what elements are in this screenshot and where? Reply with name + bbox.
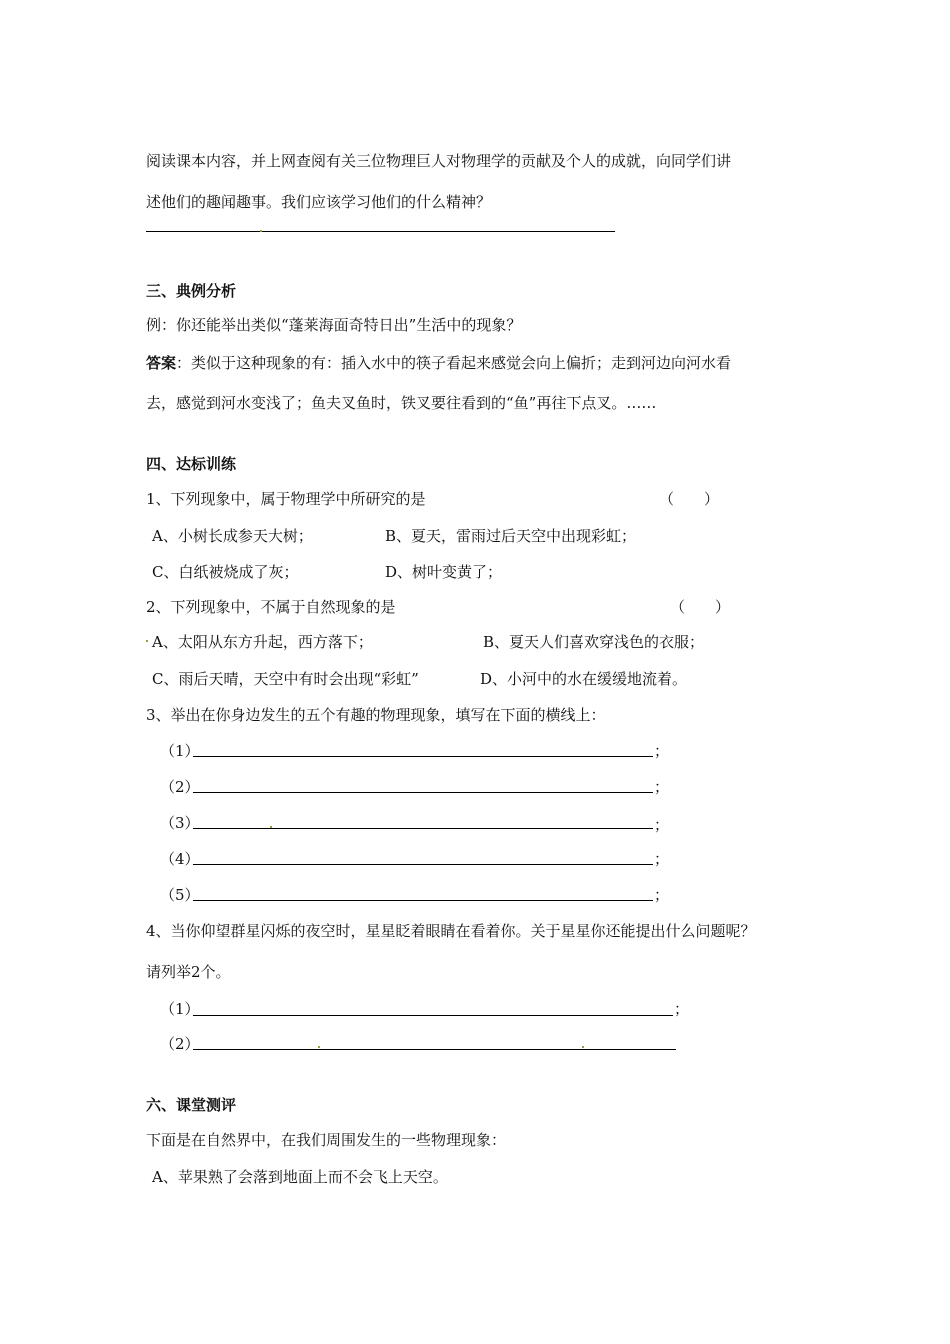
answer-label: 答案 — [146, 354, 177, 372]
q4-item-2-blank[interactable] — [193, 1049, 676, 1050]
q4-stem: 4、当你仰望群星闪烁的夜空时，星星眨着眼睛在看着你。关于星星你还能提出什么问题呢？ — [146, 922, 756, 940]
q4-item-1-blank[interactable] — [193, 1015, 673, 1016]
q3-item-5-blank[interactable] — [193, 900, 653, 901]
q1-option-a: A、小树长成参天大树； — [152, 527, 313, 545]
intro-answer-line — [146, 231, 615, 232]
section-6-option-a: A、苹果熟了会落到地面上而不会飞上天空。 — [152, 1168, 448, 1186]
q3-item-1-blank[interactable] — [193, 756, 653, 757]
q2-answer-paren: （ ） — [670, 598, 731, 616]
q4-item-1-label: （1） — [160, 1000, 200, 1018]
section-4-heading: 四、达标训练 — [146, 455, 237, 473]
scan-speck — [260, 230, 262, 232]
section-3-heading: 三、典例分析 — [146, 282, 237, 300]
q1-answer-paren: （ ） — [659, 490, 720, 508]
scan-speck — [146, 640, 148, 642]
q1-option-b: B、夏天，雷雨过后天空中出现彩虹； — [385, 527, 637, 545]
q3-item-2-label: （2） — [160, 778, 200, 796]
q4-stem-2: 请列举2个。 — [146, 963, 231, 981]
answer-line-1 — [146, 353, 731, 373]
q3-item-3-label: （3） — [160, 814, 200, 832]
q2-option-a: A、太阳从东方升起，西方落下； — [152, 633, 373, 651]
q3-item-5-end: ； — [654, 886, 670, 904]
q4-item-2-label: （2） — [160, 1035, 200, 1053]
q3-item-3-blank[interactable] — [193, 828, 653, 829]
answer-text-1: ：类似于这种现象的有：插入水中的筷子看起来感觉会向上偏折；走到河边向河水看 — [176, 354, 732, 372]
answer-line-2: 去，感觉到河水变浅了；鱼夫叉鱼时，铁叉要往看到的“鱼”再往下点叉。…… — [146, 394, 657, 412]
example-question: 例：你还能举出类似“蓬莱海面奇特日出”生活中的现象？ — [146, 316, 522, 334]
q3-item-1-end: ； — [654, 742, 670, 760]
intro-line-2: 述他们的趣闻趣事。我们应该学习他们的什么精神？ — [146, 193, 492, 211]
q3-item-3-end: ； — [654, 816, 670, 834]
intro-line-1: 阅读课本内容，并上网查阅有关三位物理巨人对物理学的贡献及个人的成就，向同学们讲 — [146, 152, 732, 170]
q3-item-2-end: ； — [654, 778, 670, 796]
q1-stem: 1、下列现象中，属于物理学中所研究的是 — [146, 490, 426, 508]
q2-stem: 2、下列现象中，不属于自然现象的是 — [146, 598, 396, 616]
q3-item-4-end: ； — [654, 850, 670, 868]
scan-speck — [270, 826, 272, 828]
q3-stem: 3、举出在你身边发生的五个有趣的物理现象，填写在下面的横线上： — [146, 706, 606, 724]
section-6-heading: 六、课堂测评 — [146, 1096, 237, 1114]
q3-item-1-label: （1） — [160, 742, 200, 760]
scan-speck — [318, 1046, 320, 1048]
q2-option-c: C、雨后天晴，天空中有时会出现“彩虹” — [152, 670, 419, 688]
q3-item-4-blank[interactable] — [193, 864, 653, 865]
q2-option-d: D、小河中的水在缓缓地流着。 — [480, 670, 688, 688]
scan-speck — [582, 1046, 584, 1048]
q4-item-1-end: ； — [674, 1000, 690, 1018]
q3-item-4-label: （4） — [160, 850, 200, 868]
q1-option-d: D、树叶变黄了； — [385, 563, 503, 581]
section-6-intro: 下面是在自然界中，在我们周围发生的一些物理现象： — [146, 1131, 507, 1149]
q3-item-2-blank[interactable] — [193, 792, 653, 793]
q1-option-c: C、白纸被烧成了灰； — [152, 563, 299, 581]
q3-item-5-label: （5） — [160, 886, 200, 904]
q2-option-b: B、夏天人们喜欢穿浅色的衣服； — [483, 633, 705, 651]
